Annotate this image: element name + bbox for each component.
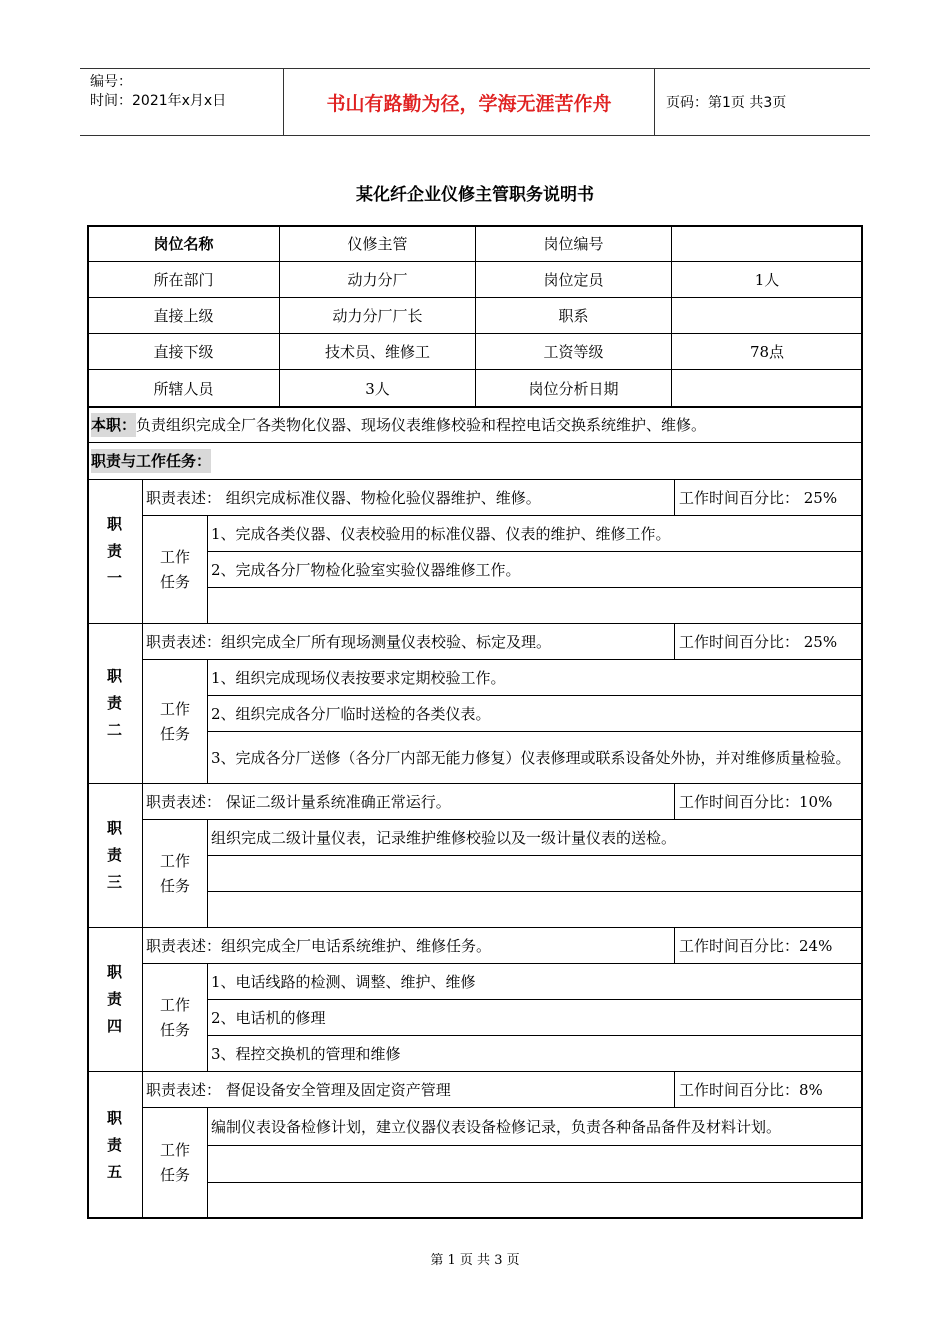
duty-section-label: 职 责 三 [106,819,122,891]
duty-time-percentage: 工作时间百分比：24% [679,936,833,955]
duties-heading-row [88,443,862,479]
duty-section-label: 职 责 一 [106,515,122,587]
staff-count-value: 3人 [365,379,390,398]
duty-section-label: 职 责 五 [106,1108,122,1181]
duty-summary-row [88,407,862,442]
page-footer: 第 1 页 共 3 页 [430,1253,520,1268]
task-item: 3、完成各分厂送修（各分厂内部无能力修复）仪表修理或联系设备处外协，并对维修质量检验。 [211,748,851,767]
header-motto: 书山有路勤为径，学海无涯苦作舟 [284,69,655,135]
job-family-value [672,298,862,333]
task-item [208,1183,861,1218]
task-item: 2、组织完成各分厂临时送检的各类仪表。 [211,704,491,723]
task-item: 3、程控交换机的管理和维修 [211,1044,401,1063]
task-item [208,856,861,891]
duty-time-percentage: 工作时间百分比：10% [679,792,833,811]
duty-description: 职责表述：组织完成全厂所有现场测量仪表校验、标定及理。 [146,632,552,651]
analysis-date-value [672,370,862,406]
task-label: 工作 任务 [159,547,190,591]
salary-grade-value: 78点 [749,343,785,361]
duty-section-label: 职 责 四 [106,963,122,1035]
job-title-label: 岗位名称 [153,235,214,253]
task-item [208,1146,861,1182]
header-meta [80,69,284,135]
task-item: 1、完成各类仪器、仪表校验用的标准仪器、仪表的维护、维修工作。 [211,524,671,543]
supervisor-value: 动力分厂厂长 [332,307,423,325]
task-item [208,588,861,623]
subordinates-label: 直接下级 [153,343,214,361]
duty-description: 职责表述： 组织完成标准仪器、物检化验仪器维护、维修。 [146,488,541,507]
duty-description: 职责表述：组织完成全厂电话系统维护、维修任务。 [146,936,492,955]
salary-grade-label: 工资等级 [543,343,604,361]
duty-summary-label: 本职： [91,413,136,437]
task-item: 1、电话线路的检测、调整、维护、维修 [211,972,476,991]
department-label: 所在部门 [153,271,214,289]
duty-time-percentage: 工作时间百分比： 25% [679,632,838,651]
subordinates-value: 技术员、维修工 [324,343,430,361]
task-label: 工作 任务 [159,995,190,1039]
task-item: 组织完成二级计量仪表，记录维护维修校验以及一级计量仪表的送检。 [211,828,677,847]
department-value: 动力分厂 [347,271,408,289]
duties-heading: 职责与工作任务： [91,449,211,473]
task-item [208,892,861,927]
staff-count-label: 所辖人员 [153,379,214,398]
task-item: 编制仪表设备检修计划，建立仪器仪表设备检修记录，负责各种备品备件及材料计划。 [211,1117,782,1136]
task-label: 工作 任务 [159,851,190,895]
job-code-label: 岗位编号 [543,235,604,253]
header-page-info: 页码：第1页 共3页 [666,95,787,111]
job-code-value [672,226,862,261]
task-label: 工作 任务 [159,1141,190,1184]
duty-section-label: 职 责 二 [106,667,122,739]
task-item: 1、组织完成现场仪表按要求定期校验工作。 [211,668,506,687]
job-family-label: 职系 [558,307,589,325]
task-label: 工作 任务 [159,699,190,743]
analysis-date-label: 岗位分析日期 [528,379,619,398]
task-item: 2、完成各分厂物检化验室实验仪器维修工作。 [211,560,521,579]
duty-summary-text: 负责组织完成全厂各类物化仪器、现场仪表维修校验和程控电话交换系统维护、维修。 [136,415,707,434]
doc-number-label: 编号： [90,74,132,90]
job-title-value: 仪修主管 [347,235,408,253]
headcount-label: 岗位定员 [543,271,604,289]
page-header [80,68,870,136]
task-item: 2、电话机的修理 [211,1008,326,1027]
duty-time-percentage: 工作时间百分比： 25% [679,488,838,507]
duty-time-percentage: 工作时间百分比：8% [679,1080,823,1099]
supervisor-label: 直接上级 [153,307,214,325]
document-title: 某化纤企业仪修主管职务说明书 [356,185,594,205]
doc-time-label: 时间：2021年x月x日 [90,93,227,109]
duty-description: 职责表述： 督促设备安全管理及固定资产管理 [146,1080,451,1099]
headcount-value: 1人 [754,271,780,289]
duty-description: 职责表述： 保证二级计量系统准确正常运行。 [146,792,451,811]
